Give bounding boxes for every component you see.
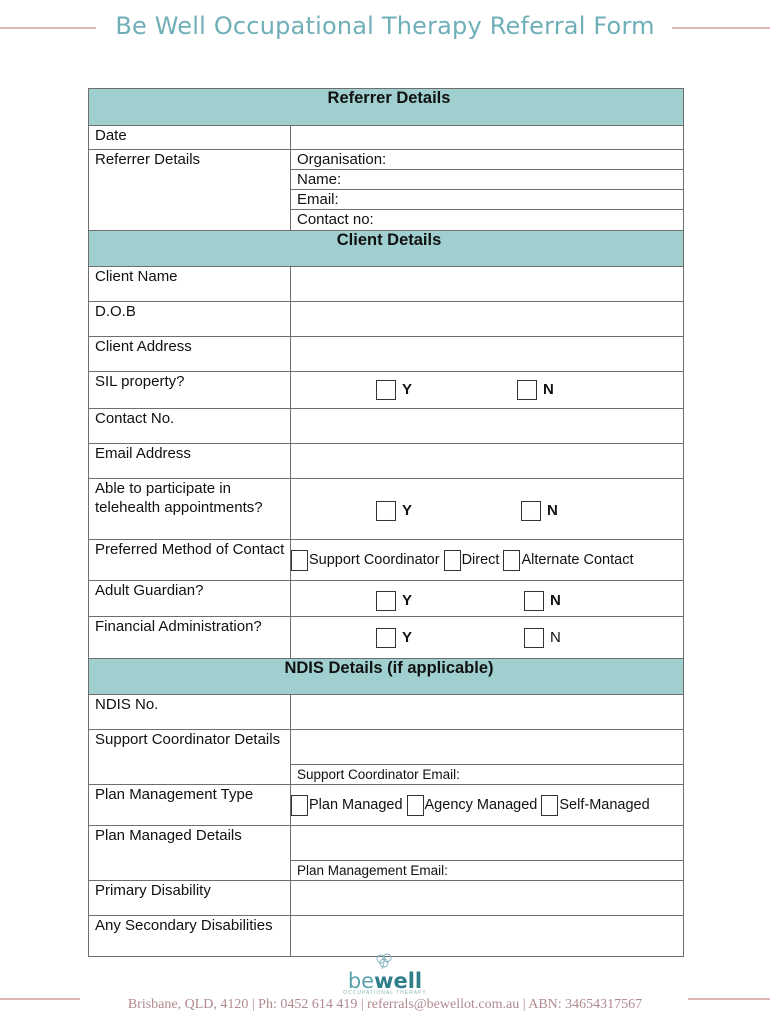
checkbox-icon[interactable] xyxy=(376,380,396,400)
primary-disability-field[interactable] xyxy=(291,881,684,916)
option-label: Self-Managed xyxy=(559,796,650,813)
bewell-logo xyxy=(340,952,430,996)
no-label: N xyxy=(547,501,558,519)
yes-label: Y xyxy=(402,501,413,519)
referral-form-table xyxy=(88,88,684,957)
yes-label: Y xyxy=(402,591,413,609)
plan-managed-details-field[interactable] xyxy=(291,826,684,861)
telehealth-no-option[interactable] xyxy=(521,501,558,521)
guardian-no-option[interactable] xyxy=(524,591,561,611)
checkbox-icon[interactable] xyxy=(376,628,396,648)
option-label: Support Coordinator xyxy=(309,551,440,568)
referrer-contact-label: Contact no: xyxy=(297,211,374,228)
checkbox-icon[interactable] xyxy=(376,591,396,611)
flower-icon xyxy=(372,952,398,970)
referrer-name-field[interactable] xyxy=(291,170,684,190)
financial-admin-options xyxy=(291,617,684,659)
plan-management-options xyxy=(291,785,684,826)
email-address-field[interactable] xyxy=(291,444,684,479)
primary-disability-label: Primary Disability xyxy=(89,881,291,916)
client-name-label: Client Name xyxy=(89,267,291,302)
referrer-details-label: Referrer Details xyxy=(89,150,291,231)
sil-no-option[interactable] xyxy=(517,380,554,400)
ndis-number-label: NDIS No. xyxy=(89,695,291,730)
no-label: N xyxy=(550,591,561,609)
plan-managed-details-label: Plan Managed Details xyxy=(89,826,291,881)
option-label: Agency Managed xyxy=(424,796,538,813)
footer-contact-line: Brisbane, QLD, 4120 | Ph: 0452 614 419 | referrals@bewellot.com.au | ABN: 34654317567 xyxy=(127,997,643,1012)
financial-yes-option[interactable] xyxy=(376,627,412,647)
guardian-yes-option[interactable] xyxy=(376,591,412,611)
adult-guardian-options xyxy=(291,581,684,617)
plan-option-self-managed[interactable] xyxy=(541,795,649,816)
section-ndis-details: NDIS Details (if applicable) xyxy=(89,659,684,695)
plan-option-agency-managed[interactable] xyxy=(407,795,538,816)
referrer-name-label: Name: xyxy=(297,171,342,188)
section-client-details: Client Details xyxy=(89,231,684,267)
checkbox-icon[interactable] xyxy=(291,795,308,816)
date-field[interactable] xyxy=(291,126,684,150)
checkbox-icon[interactable] xyxy=(541,795,558,816)
section-referrer-details: Referrer Details xyxy=(89,89,684,126)
organisation-label: Organisation: xyxy=(297,151,387,168)
preferred-contact-options xyxy=(291,540,684,581)
telehealth-yes-option[interactable] xyxy=(376,501,412,521)
plan-management-type-label: Plan Management Type xyxy=(89,785,291,826)
option-label: Plan Managed xyxy=(309,796,403,813)
ndis-number-field[interactable] xyxy=(291,695,684,730)
checkbox-icon[interactable] xyxy=(444,550,461,571)
checkbox-icon[interactable] xyxy=(291,550,308,571)
date-label: Date xyxy=(89,126,291,150)
support-coordinator-email-field[interactable] xyxy=(291,765,684,785)
yes-label: Y xyxy=(402,628,413,646)
no-label: N xyxy=(550,628,561,646)
referrer-contact-field[interactable] xyxy=(291,210,684,231)
organisation-field[interactable] xyxy=(291,150,684,170)
dob-label: D.O.B xyxy=(89,302,291,337)
financial-no-option[interactable] xyxy=(524,627,561,647)
contact-option-alternate[interactable] xyxy=(503,550,633,571)
sil-property-label: SIL property? xyxy=(89,372,291,409)
plan-management-email-field[interactable] xyxy=(291,861,684,881)
checkbox-icon[interactable] xyxy=(524,628,544,648)
contact-option-support-coordinator[interactable] xyxy=(291,550,440,571)
logo-light-text: be xyxy=(347,969,375,993)
email-address-label: Email Address xyxy=(89,444,291,479)
referrer-email-label: Email: xyxy=(297,191,339,208)
support-coordinator-email-label: Support Coordinator Email: xyxy=(297,767,460,782)
financial-admin-label: Financial Administration? xyxy=(89,617,291,659)
telehealth-label: Able to participate in telehealth appointments? xyxy=(89,479,291,540)
logo-bold-text: well xyxy=(374,969,423,993)
checkbox-icon[interactable] xyxy=(521,501,541,521)
logo-tagline: OCCUPATIONAL THERAPY xyxy=(343,990,427,996)
contact-option-direct[interactable] xyxy=(444,550,500,571)
plan-option-plan-managed[interactable] xyxy=(291,795,403,816)
dob-field[interactable] xyxy=(291,302,684,337)
support-coordinator-field[interactable] xyxy=(291,730,684,765)
secondary-disabilities-label: Any Secondary Disabilities xyxy=(89,916,291,957)
telehealth-options xyxy=(291,479,684,540)
sil-property-options xyxy=(291,372,684,409)
referrer-email-field[interactable] xyxy=(291,190,684,210)
option-label: Alternate Contact xyxy=(521,551,634,568)
checkbox-icon[interactable] xyxy=(503,550,520,571)
support-coordinator-label: Support Coordinator Details xyxy=(89,730,291,785)
checkbox-icon[interactable] xyxy=(524,591,544,611)
sil-yes-option[interactable] xyxy=(376,380,412,400)
yes-label: Y xyxy=(402,380,413,398)
client-address-label: Client Address xyxy=(89,337,291,372)
no-label: N xyxy=(543,380,554,398)
secondary-disabilities-field[interactable] xyxy=(291,916,684,957)
checkbox-icon[interactable] xyxy=(517,380,537,400)
contact-no-label: Contact No. xyxy=(89,409,291,444)
checkbox-icon[interactable] xyxy=(407,795,424,816)
contact-no-field[interactable] xyxy=(291,409,684,444)
adult-guardian-label: Adult Guardian? xyxy=(89,581,291,617)
preferred-contact-label: Preferred Method of Contact xyxy=(89,540,291,581)
header xyxy=(0,12,770,44)
checkbox-icon[interactable] xyxy=(376,501,396,521)
option-label: Direct xyxy=(461,551,500,568)
plan-management-email-label: Plan Management Email: xyxy=(297,863,448,878)
client-address-field[interactable] xyxy=(291,337,684,372)
client-name-field[interactable] xyxy=(291,267,684,302)
page-title: Be Well Occupational Therapy Referral Form xyxy=(115,12,655,40)
